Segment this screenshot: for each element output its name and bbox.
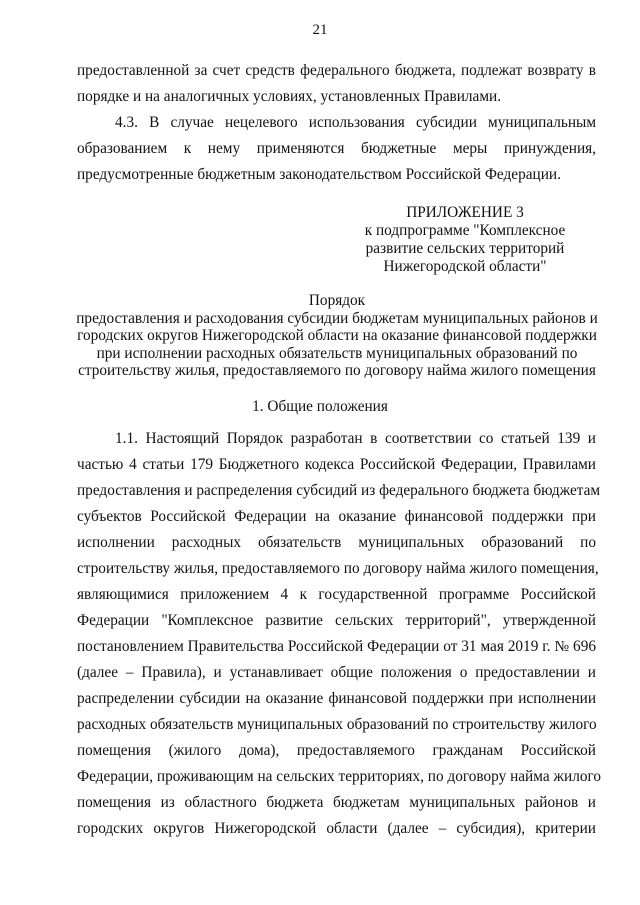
text-line: исполнении расходных обязательств муниципальных образований по [77,534,596,551]
text-line: 4.3. В случае нецелевого использования субсидии муниципальным [115,114,596,131]
text-line: Федерации "Комплексное развитие сельских территорий", утвержденной [77,612,596,629]
document-title-line: строительству жилья, предоставляемого по договору найма жилого помещения [78,362,596,379]
clause-4-3 [77,110,596,188]
text-line: распределении субсидии на оказание финансовой поддержки при исполнении [77,690,596,707]
section-heading: 1. Общие положения [252,398,388,415]
text-line: строительству жилья, предоставляемого по договору найма жилого помещения, [77,560,599,577]
clause-1-1 [77,426,602,842]
text-line: помещения (жилого дома), предоставляемого гражданам Российской [77,742,596,759]
text-line: субъектов Российской Федерации на оказание финансовой поддержки при [77,508,596,525]
text-line: (далее – Правила), и устанавливает общие положения о предоставлении и [77,664,596,681]
text-line: постановлением Правительства Российской Федерации от 31 мая 2019 г. № 696 [77,638,596,655]
appendix-line: ПРИЛОЖЕНИЕ 3 [406,204,524,221]
document-title-line: предоставления и расходования субсидии бюджетам муниципальных районов и [76,309,598,327]
text-line: расходных обязательств муниципальных образований по строительству жилого [77,716,597,733]
text-line: помещения из областного бюджета бюджетам муниципальных районов и [77,794,596,811]
text-line: предоставленной за счет средств федерального бюджета, подлежат возврату в [77,62,596,79]
text-line: предусмотренные бюджетным законодательством Российской Федерации. [77,166,561,183]
page-number: 21 [312,22,328,38]
appendix-line: Нижегородской области" [383,258,547,275]
appendix-line: к подпрограмме "Комплексное [364,222,566,239]
text-line: предоставления и распределения субсидий из федерального бюджета бюджетам [77,482,601,499]
text-line: городских округов Нижегородской области (далее – субсидия), критерии [77,820,596,837]
document-title [60,292,614,380]
text-line: порядке и на аналогичных условиях, установленных Правилами. [77,88,502,105]
text-line: частью 4 статьи 179 Бюджетного кодекса Российской Федерации, Правилами [77,456,596,473]
text-line: Федерации, проживающим на сельских территориях, по договору найма жилого [77,768,602,785]
appendix-line: развитие сельских территорий [365,240,565,257]
text-line: являющимися приложением 4 к государственной программе Российской [77,586,596,603]
appendix-header [330,204,600,276]
document-title-line: при исполнении расходных обязательств муниципальных образований по [96,344,578,362]
text-line: образованием к нему применяются бюджетные меры принуждения, [77,140,596,157]
text-line: 1.1. Настоящий Порядок разработан в соответствии со статьей 139 и [115,430,596,447]
document-title-line: городских округов Нижегородской области на оказание финансовой поддержки [77,327,597,344]
paragraph-continuation [77,58,596,110]
document-title-heading: Порядок [308,292,366,309]
